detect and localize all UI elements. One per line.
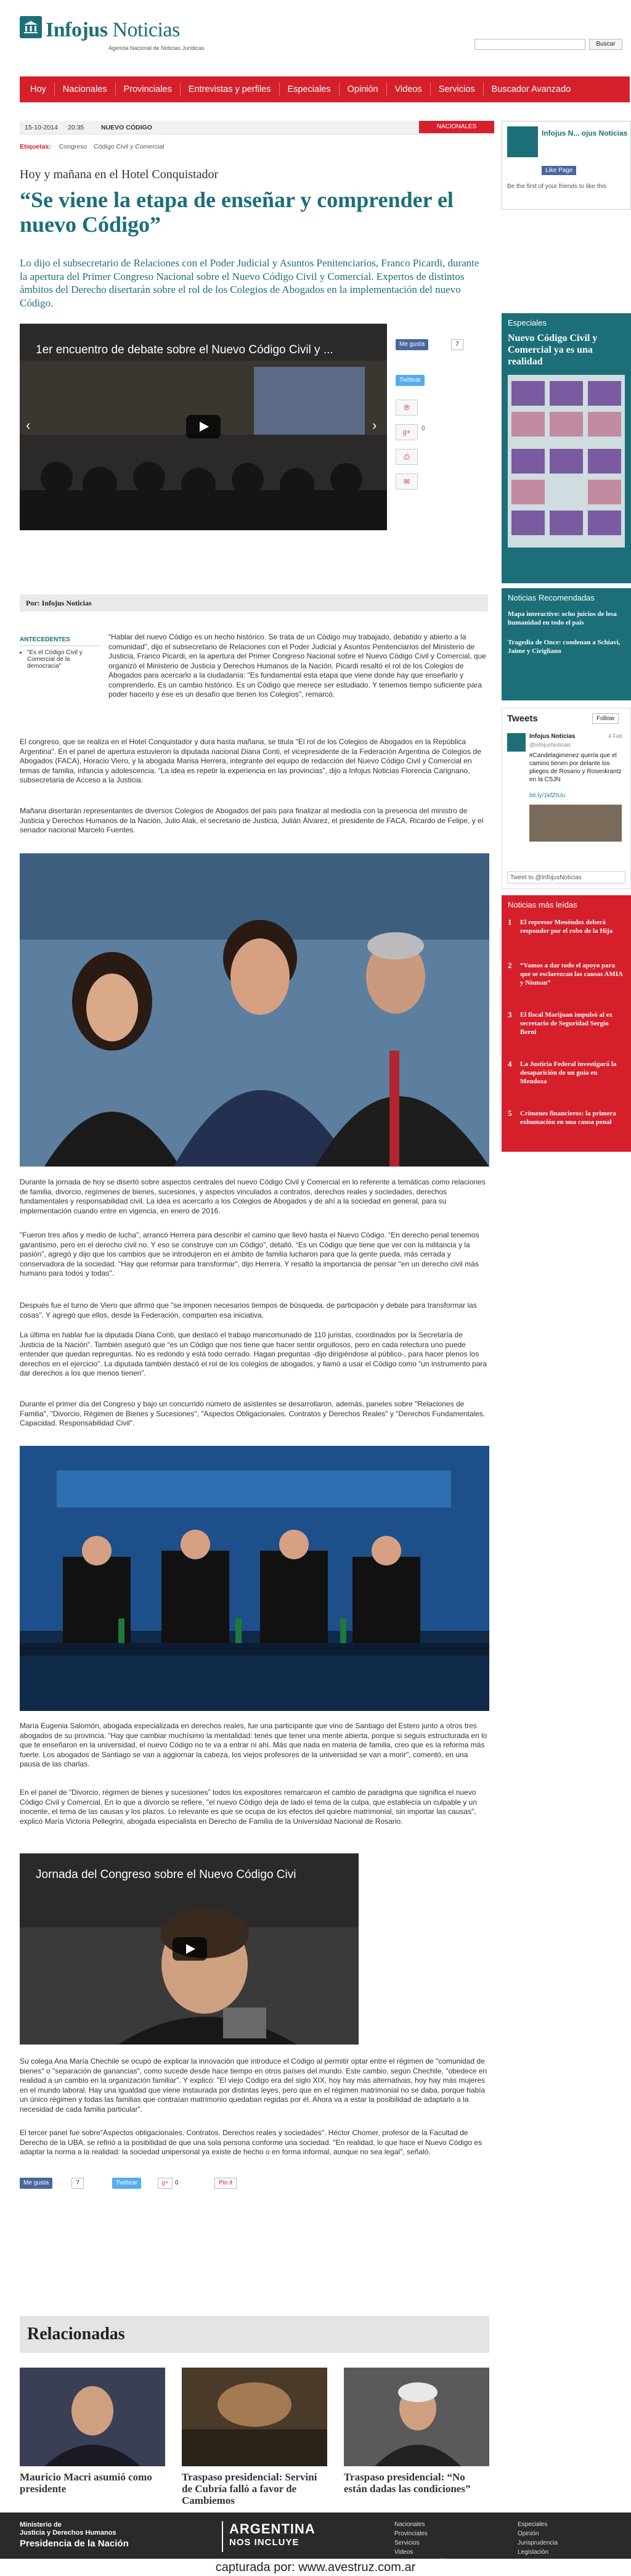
antecedentes-link[interactable]: • "Es el Código Civil y Comercial de la democracia" (27, 649, 100, 670)
tweet-author[interactable]: Infojus Noticias (529, 733, 576, 740)
twitter-widget (502, 708, 631, 889)
article-photo-1 (20, 853, 489, 1167)
article-kicker: Hoy y mañana en el Hotel Conquistador (20, 168, 219, 181)
footer-link[interactable]: Servicios (394, 2540, 420, 2546)
photo-2-image (20, 1446, 489, 1711)
site-header (0, 0, 631, 73)
facebook-like-button[interactable]: Me gusta (20, 2178, 52, 2189)
article-paragraph: La última en hablar fue la diputada Diana Conti, que destacó el trabajo mancomunado de 110 juristas, coordinados por la Secretaría de Justicia de la Nación". También aseguró que “es un Código que nos tiene que hacer sentir orgullosos, pero en cada relectura uno puede entender que quedan repreguntas. No es redondo y está todo cerrado. Hagan preguntas -dijo dirigiéndose al público-, para hacer plenos los derechos en el ejercicio". La diputada también destacó el rol de los colegios de abogados, y llamó a usar el Código como “un instrumento para dar derechos a los que menos tienen”. (20, 1331, 487, 1377)
article-lead: Lo dijo el subsecretario de Relaciones con el Poder Judicial y Asuntos Penitenciarios, Franco Picardi, durante la apertura del Primer Congreso Nacional sobre el Nuevo Código Civil y Comercial. Expertos de distintos ámbitos del Derecho disertarán sobre el rol de los Colegios de Abogados en la implementación del nuevo Código. (20, 257, 479, 309)
footer-link[interactable]: Nacionales (394, 2521, 425, 2528)
especiales-headline[interactable]: Nuevo Código Civil y Comercial ya es una realidad (508, 333, 598, 367)
chevron-right-icon[interactable]: › (372, 417, 377, 433)
footer-link[interactable]: Legislación (518, 2549, 549, 2556)
gplus-count: 0 (421, 425, 425, 432)
pinterest-button[interactable]: Pin it (214, 2178, 237, 2189)
related-card[interactable] (20, 2368, 165, 2495)
tags-label: Etiquetas: (20, 143, 51, 150)
video-1-title[interactable]: 1er encuentro de debate sobre el Nuevo Código Civil y ... (36, 343, 333, 356)
footer-link[interactable]: Jurisprudencia (518, 2540, 558, 2546)
capture-credit: capturada por: www.avestruz.com.ar (0, 2559, 631, 2576)
twitter-follow-button[interactable]: Follow (592, 713, 619, 724)
play-icon[interactable] (186, 415, 221, 438)
gplus-icon[interactable]: g+ (158, 2178, 173, 2189)
especiales-image[interactable] (508, 375, 625, 548)
tweet-image[interactable] (529, 805, 622, 842)
article-paragraph: El congreso, que se realiza en el Hotel Conquistador y dura hasta mañana, se titula "El rol de los Colegios de Abogados en la República Argentina". En el panel de apertura estuvieron la diputada nacional Diana Conti, el vicepresidente de la Federación Argentina de Colegios de Abogados (FACA), Horacio Viero, y la abogada Marisa Herrera, integrante del equipo de redacción del Nuevo Código Civil y Comercial en temas de familia, infancia y adolescencia. “La idea es repetir la experiencia en las provincias”, dijo a Infojus Noticias Florencia Carignano, subsecretaria de Acceso a la Justicia. (20, 737, 481, 784)
mas-leidas-item[interactable]: 5 Crímenes financieros: la primera exhumación en una causa penal (508, 1109, 616, 1126)
facebook-count: 7 (71, 2178, 84, 2189)
tag-congreso[interactable]: Congreso (59, 143, 88, 150)
logo-icon[interactable] (20, 16, 42, 38)
footer-ministry-1: Ministerio de (20, 2521, 62, 2529)
facebook-like-button[interactable]: Me gusta (396, 339, 428, 350)
recomendada-item[interactable]: Tragedia de Once: condenan a Schiavi, Jaime y Cirigliano (508, 639, 621, 655)
nav-item-provinciales[interactable]: Provinciales (123, 84, 172, 94)
fb-page-logo-icon[interactable] (507, 126, 538, 157)
article-paragraph: En el panel de “Divorcio, régimen de bienes y sucesiones” todos los expositores remarcaron el cambio de paradigma que significa el nuevo Código Civil y Comercial. En lo que a divorcio se refiere, "el nuevo Código deja de lado el tema de la culpa, que establecía un culpable y un inocente, el tema de las causas y los plazos. Lo relevante es que se ocupa de los efectos del quiebre matrimonial, sin importar las causas", explicó María Victoria Pellegrini, abogada especialista en Derecho de Familia de la Universidad Nacional de Rosario. (20, 1788, 478, 1826)
tweet-avatar[interactable] (507, 733, 526, 752)
article-paragraph: María Eugenia Salomón, abogada especializada en derechos reales, fue una participante que vino de Santiago del Estero junto a otros tres abogados de su provincia. “Hay que cambiar muchísimo la mentalidad: tenés que tener una mente abierta, porque si seguís estructurada en lo que te enseñaron en la universidad, el nuevo Código no te va a entrar ni ahí. Más que nada en materia de familia, creo que es la reforma más fuerte. Los abogados de Santiago se van a aggiornar la cabeza, los viejos profesores de la universidad se van a morir", comentó, en una pausa de las charlas. (20, 1721, 487, 1768)
nav-item-servicios[interactable]: Servicios (438, 84, 475, 94)
footer-link[interactable]: Especiales (518, 2521, 548, 2528)
tweet-handle[interactable]: @infojusNoticias (529, 742, 571, 748)
play-icon[interactable] (173, 1937, 207, 1961)
tweet-text: #Candelagimenez quería que el camino tienen por delante los pliegos de Rosario y Rosenkrantz en la CSJN (529, 752, 622, 783)
video-2-title[interactable]: Jornada del Congreso sobre el Nuevo Código Civi (36, 1868, 296, 1881)
related-image-3[interactable] (344, 2368, 489, 2466)
gplus-count: 0 (175, 2180, 179, 2186)
tweet-button[interactable]: Twittear (112, 2178, 141, 2189)
especiales-title: Especiales (508, 318, 547, 327)
site-name[interactable]: Infojus Noticias (46, 18, 180, 41)
article-time: 20:35 (68, 124, 84, 131)
related-image-1[interactable] (20, 2368, 165, 2466)
tweet-button[interactable]: Twittear (396, 375, 425, 386)
main-nav (20, 76, 630, 102)
tags-line (20, 143, 165, 150)
article-photo-2 (20, 1446, 489, 1711)
related-card[interactable] (344, 2368, 489, 2495)
print-icon[interactable]: ⎙ (396, 449, 418, 465)
article-paragraph: Su colega Ana María Chechile se ocupó de explicar la innovación que introduce el Código al permitir optar entre el régimen de "comunidad de bienes" o "separación de ganancias", como sucede desde hace tiempo en otros países del mundo. Este cambio, según Chechile, "obedece en realidad a un cambio en la organización familiar". Y explicó: "El viejo Código era del siglo XIX, hoy hay más alternativas, hoy hay más mujeres en el mundo laboral. Hay una igualdad que viene instaurada por distintas leyes, pero que en el régimen matrimonial no se daba, porque había un único régimen y todas las familias que contraían matrimonio quedaban regidas por él. Ahora va a estar la posibilidad de adaptarlo a la necesidad de cada familia particular". (20, 2057, 487, 2114)
antecedentes-title: ANTECEDENTES (20, 636, 100, 646)
mas-leidas-box (502, 895, 631, 1152)
search-input[interactable] (474, 39, 585, 50)
mas-leidas-item[interactable]: 2 “Vamos a dar todo el apoyo para que se esclarezcan las causas AMIA y Nisman” (508, 961, 623, 987)
mas-leidas-item[interactable]: 1 El represor Menéndez deberá responder por el robo de la Hija (508, 917, 613, 935)
fb-page-name[interactable]: Infojus N... ojus Noticias (542, 129, 628, 137)
footer-link[interactable]: Opinión (518, 2530, 539, 2537)
photo-1-image (20, 853, 489, 1167)
article-paragraph: “Hablar del nuevo Código es un hecho histórico. Se trata de un Código muy trabajado, debatido y abierto a la comunidad”, dijo el subsecretario de Relaciones con el Poder Judicial y Asuntos Penitenciarios del Ministerio de Justicia, Franco Picardi, en la apertura del Primer Congreso Nacional sobre el Nuevo Código Civil y Comercial, que organizó el Ministerio de Justicia y Derechos Humanos de la Nación. Picardi resaltó el rol de los Colegios de Abogados para acercarlo a la ciudadanía: "Es fundamental esta etapa que viene donde hay que enseñarlo y comprenderlo. Es un cambio histórico. Es un Código que merece ser estudiado. Y tenemos tiempo suficiente para poder hacerlo y ése es un desafío que tienen los Colegios", remarcó. (108, 633, 486, 699)
article-paragraph: Mañana disertarán representantes de diversos Colegios de Abogados del país para finalizar al mediodía con la presencia del ministro de Justicia y Derechos Humanos de la Nación, Julio Alak, el secretario de Justicia, Julián Álvarez, el presidente de FACA, Ricardo de Felipe, y el senador nacional Marcelo Fuentes. (20, 806, 484, 834)
byline-bar (20, 594, 488, 612)
recomendada-item[interactable]: Mapa interactivo: ocho juicios de lesa humanidad en todo el país (508, 610, 617, 626)
related-caption-2[interactable]: Traspaso presidencial: Servini de Cubría falló a favor de Cambiemos (182, 2471, 317, 2506)
fb-like-page-button[interactable]: Like Page (542, 166, 576, 175)
fb-first-text: Be the first of your friends to like this (507, 183, 607, 190)
related-image-2[interactable] (182, 2368, 327, 2466)
article-byline: Por: Infojus Noticias (26, 599, 92, 607)
especiales-box (502, 313, 631, 583)
related-caption-3[interactable]: Traspaso presidencial: “No están dadas las condiciones” (344, 2471, 471, 2495)
nav-item-entrevistas[interactable]: Entrevistas y perfiles (188, 84, 271, 94)
tweet-link[interactable]: bit.ly/1kfZtUu (529, 792, 566, 799)
nav-item-buscador[interactable]: Buscador Avanzado (491, 84, 571, 94)
tweet-date: 4 Feb (608, 733, 623, 739)
antecedentes-box (20, 636, 100, 670)
article-paragraph: Durante la jornada de hoy se disertó sobre aspectos centrales del nuevo Código Civil y Comercial en lo referente a temáticas como relaciones de familia, divorcio, regímenes de bienes, sucesiones, y aspectos vinculados a contratos, derechos reales y sociedades, derechos fundamentales y responsabilidad civil. La idea es acercarlo a los Colegios de Abogados y de ahí a la sociedad en general, para su implementación cuando entre en vigencia, en enero de 2016. (20, 1178, 486, 1215)
article-paragraph: "Fueron tres años y medio de lucha", arrancó Herrera para describir el camino que llevó hasta el Nuevo Código. “En derecho penal tenemos garantismo, pero en el derecho civil no. Y eso se construye con un Código”, detalló. “Es un Código que tiene que ver con la militancia y la pasión”, agregó y dijo que los cambios que se introdujeron en el ámbito de familia lucharon para que la gente pueda, más cerrada y conservadora de la sociedad. “Hay que reformar para transformar”, dijo Herrera. Y resaltó la importancia de pensar "en un derecho civil más humano para todos y todas". (20, 1231, 479, 1278)
recomendadas-title: Noticias Recomendadas (508, 593, 595, 602)
footer-ministry-3: Presidencia de la Nación (20, 2538, 129, 2549)
recomendadas-box (502, 588, 631, 700)
search-button[interactable]: Buscar (589, 39, 622, 50)
related-header (20, 2316, 489, 2353)
email-icon[interactable]: ✉ (396, 474, 418, 490)
mas-leidas-title: Noticias más leídas (508, 900, 577, 909)
article-paragraph: Durante el primer día del Congreso y bajo un concurrido número de asistentes se desarrollaron, además, paneles sobre "Relaciones de Familia", "Divorcio, Régimen de Bienes y Sucesiones", "Aspectos Obligacionales. Contratos y Derechos Reales" y "Derechos Fundamentales. Capacidad. Responsabilidad Civil". (20, 1400, 486, 1427)
footer-slogan-2: NOS INCLUYE (229, 2537, 299, 2548)
pinterest-icon[interactable]: ℗ (396, 400, 418, 416)
article-date: 15-10-2014 (25, 124, 58, 131)
footer-link[interactable]: Provinciales (394, 2530, 428, 2537)
nav-item-opinion[interactable]: Opinión (347, 84, 378, 94)
video-player-1[interactable] (20, 324, 387, 530)
footer-slogan (222, 2521, 345, 2552)
facebook-widget (502, 121, 631, 210)
chevron-left-icon[interactable]: ‹ (26, 417, 31, 433)
section-badge[interactable]: NACIONALES (419, 121, 494, 133)
related-title: Relacionadas (27, 2324, 125, 2344)
tweets-title: Tweets (507, 713, 538, 724)
nav-item-nacionales[interactable]: Nacionales (62, 84, 107, 94)
related-caption-1[interactable]: Mauricio Macri asumió como presidente (20, 2471, 152, 2495)
video-player-2[interactable] (20, 1853, 359, 2045)
footer-slogan-1: ARGENTINA (229, 2521, 316, 2537)
article-section[interactable]: NUEVO CÓDIGO (101, 124, 152, 131)
article-paragraph: Después fue el turno de Viero que afirmó que "se imponen necesarios tiempos de búsqueda, de participación y debate para transformar las cosas". Y agregó que ellos, desde la Federación, comparten esa iniciativa. (20, 1301, 477, 1319)
footer-link[interactable]: Videos (394, 2549, 413, 2556)
nav-item-hoy[interactable]: Hoy (30, 84, 46, 94)
article-paragraph: El tercer panel fue sobre"Aspectos obligacionales. Contratos. Derechos reales y sociedades". Héctor Chomer, profesor de la Facultad de Derecho de la UBA, se refirió a la posibilidad de que una sola persona conforme una sociedad. "En realidad, lo que hace el Nuevo Código es adaptar la norma a la realidad: la sociedad unipersonal ya existe de hecho o en forma informal, aunque no sea legal", señaló. (20, 2128, 482, 2156)
related-card[interactable] (182, 2368, 327, 2506)
gplus-icon[interactable]: g+ (396, 424, 418, 440)
tweet-to-input[interactable]: Tweet to @InfojusNoticias (507, 871, 625, 884)
site-subtitle: Agencia Nacional de Noticias Jurídicas (108, 45, 205, 51)
nav-item-videos[interactable]: Videos (394, 84, 422, 94)
footer-ministry-2: Justicia y Derechos Humanos (20, 2529, 116, 2537)
bottom-share-row (20, 2178, 389, 2190)
mas-leidas-item[interactable]: 4 La Justicia Federal investigará la desaparición de un guía en Mendoza (508, 1059, 617, 1085)
nav-item-especiales[interactable]: Especiales (287, 84, 331, 94)
mas-leidas-item[interactable]: 3 El fiscal Marijuan impulsó al ex secretario de Seguridad Sergio Berni (508, 1010, 613, 1036)
tag-codigo[interactable]: Código Civil y Comercial (94, 143, 165, 150)
article-title: “Se viene la etapa de enseñar y comprender el nuevo Código” (20, 187, 454, 237)
facebook-count: 7 (451, 339, 463, 350)
